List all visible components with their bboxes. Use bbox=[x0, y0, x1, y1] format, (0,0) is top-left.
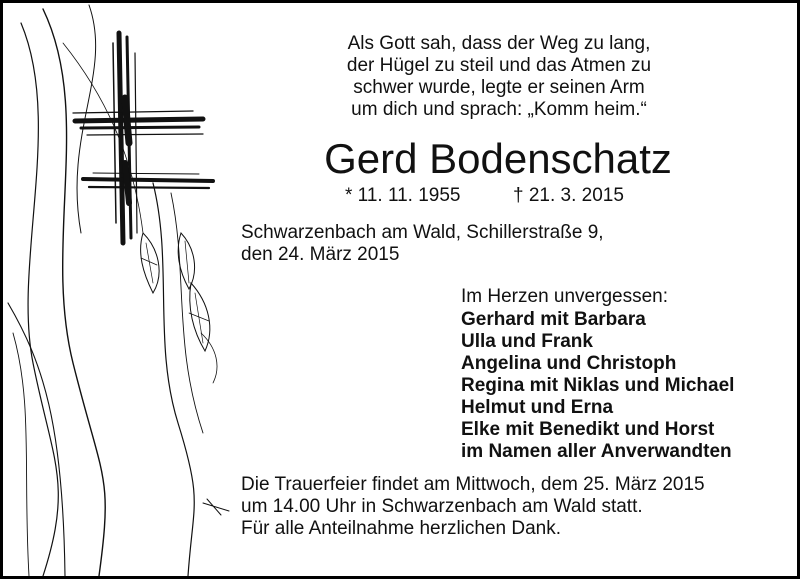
date-line: den 24. März 2015 bbox=[241, 244, 400, 265]
mourner-name: Ulla und Frank bbox=[461, 331, 593, 352]
mourner-name: Gerhard mit Barbara bbox=[461, 309, 646, 330]
verse-line: der Hügel zu steil und das Atmen zu bbox=[346, 55, 652, 76]
mourner-name: Regina mit Niklas und Michael bbox=[461, 375, 735, 396]
mourner-name: Elke mit Benedikt und Horst bbox=[461, 419, 715, 440]
place-and-date bbox=[241, 222, 604, 266]
birth-date: * 11. 11. 1955 bbox=[345, 185, 461, 206]
verse-line: um dich und sprach: „Komm heim.“ bbox=[351, 99, 647, 120]
verse bbox=[299, 33, 699, 121]
mourners-heading: Im Herzen unvergessen: bbox=[461, 286, 668, 307]
death-date: † 21. 3. 2015 bbox=[513, 185, 624, 206]
cross-with-grain-sketch-icon bbox=[3, 3, 263, 576]
mourner-name: Angelina und Christoph bbox=[461, 353, 677, 374]
funeral-line: Die Trauerfeier findet am Mittwoch, dem 25. März 2015 bbox=[241, 474, 705, 495]
mourner-list bbox=[461, 309, 734, 463]
mourner-name: im Namen aller Anverwandten bbox=[461, 441, 732, 462]
mourners-block bbox=[461, 286, 734, 463]
funeral-line: um 14.00 Uhr in Schwarzenbach am Wald statt. bbox=[241, 496, 643, 517]
address-line: Schwarzenbach am Wald, Schillerstraße 9, bbox=[241, 222, 604, 243]
mourner-name: Helmut und Erna bbox=[461, 397, 614, 418]
verse-line: schwer wurde, legte er seinen Arm bbox=[353, 77, 645, 98]
funeral-info bbox=[241, 474, 705, 518]
deceased-name: Gerd Bodenschatz bbox=[324, 135, 672, 182]
thanks-line: Für alle Anteilnahme herzlichen Dank. bbox=[241, 518, 562, 539]
verse-line: Als Gott sah, dass der Weg zu lang, bbox=[347, 33, 651, 54]
